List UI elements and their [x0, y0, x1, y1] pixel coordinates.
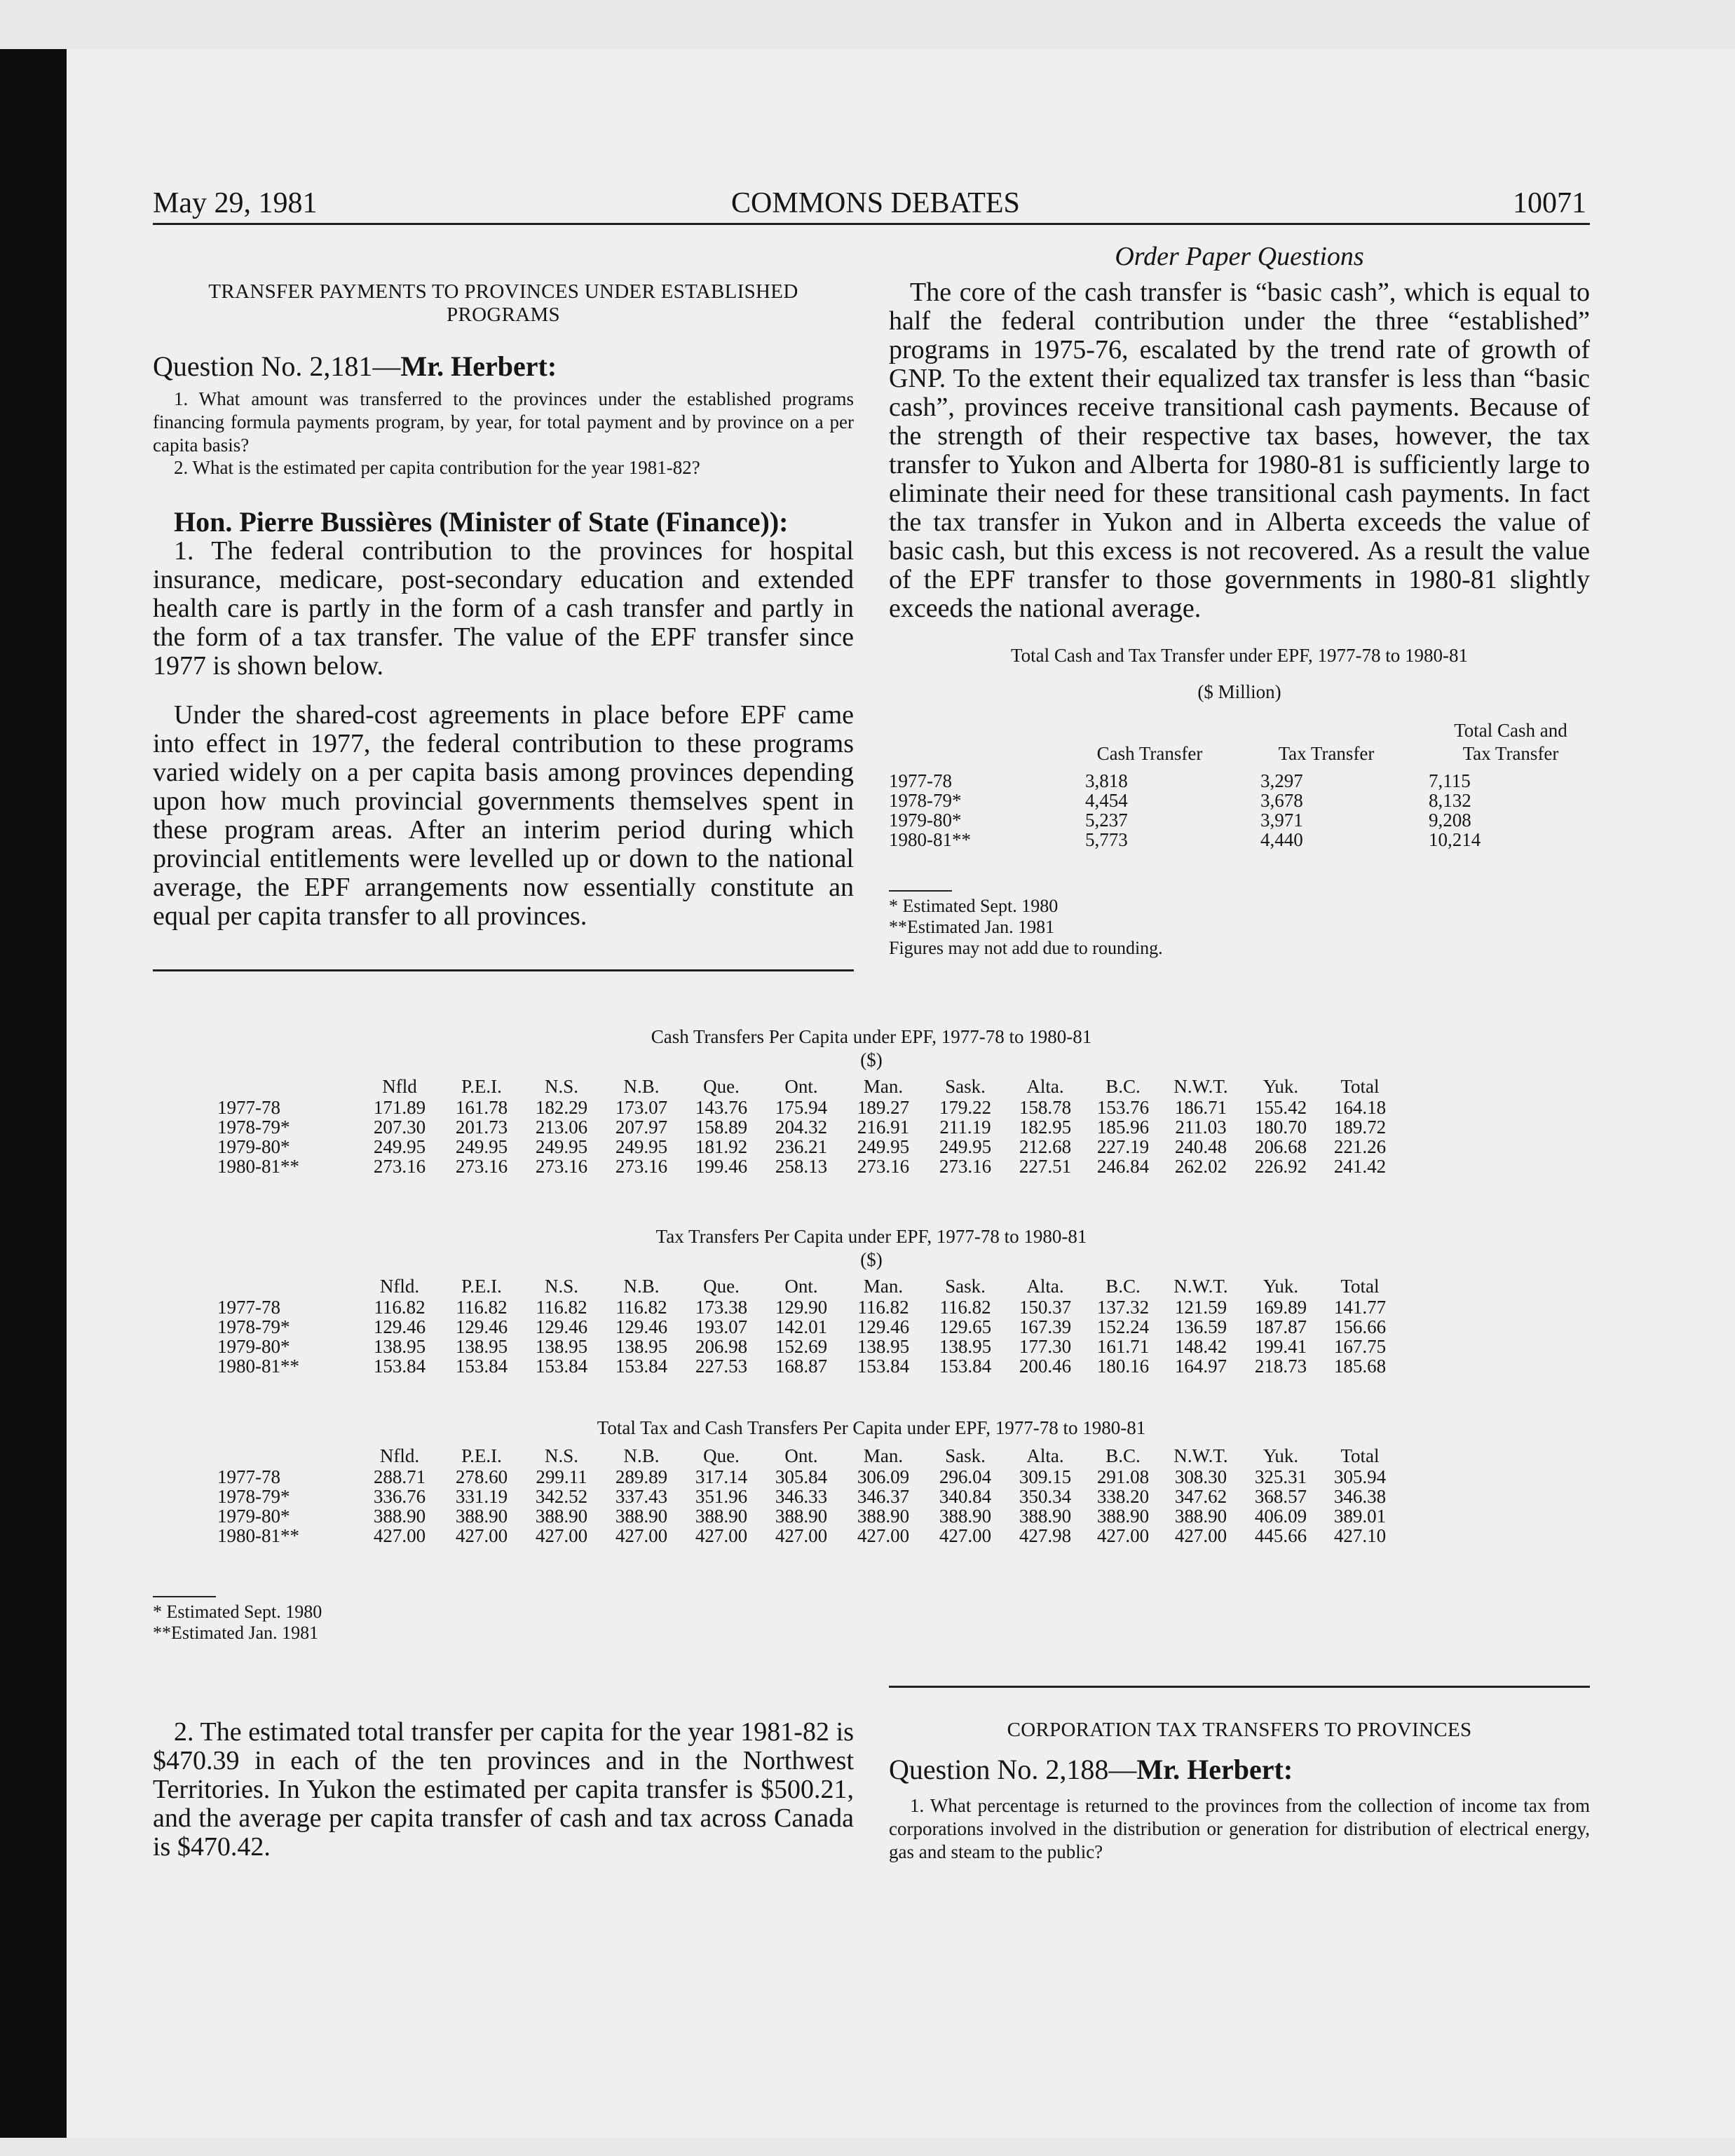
table-cell: 129.90	[775, 1297, 828, 1318]
table-cell: 236.21	[775, 1136, 828, 1157]
table2-unit: ($)	[860, 1049, 883, 1070]
table-cell: 427.00	[775, 1525, 828, 1546]
column-header: Yuk.	[1263, 1445, 1299, 1466]
table-cell: 388.90	[939, 1506, 992, 1527]
column-header: N.W.T.	[1173, 1276, 1228, 1297]
table-cell: 427.00	[695, 1525, 748, 1546]
table-cell: 305.84	[775, 1466, 828, 1487]
row-year: 1979-80*	[217, 1336, 290, 1357]
table-cell: 427.98	[1019, 1525, 1072, 1546]
table-cell: 158.78	[1019, 1097, 1072, 1118]
table-cell: 116.82	[536, 1297, 587, 1318]
column-header: N.S.	[544, 1276, 578, 1297]
table-cell: 351.96	[695, 1486, 748, 1507]
column-header: B.C.	[1105, 1076, 1141, 1097]
column-header: Total	[1340, 1276, 1380, 1297]
row-year: 1978-79*	[217, 1486, 290, 1507]
table1	[889, 771, 1590, 850]
table1-col-tax: Tax Transfer	[1278, 743, 1375, 764]
table-cell: 143.76	[695, 1097, 748, 1118]
column-header: Alta.	[1026, 1276, 1064, 1297]
table-row	[153, 1356, 1399, 1376]
column-header: N.B.	[623, 1445, 660, 1466]
table-cell: 167.39	[1019, 1316, 1072, 1337]
table-cell: 317.14	[695, 1466, 748, 1487]
column-header: Alta.	[1026, 1076, 1064, 1097]
row-year: 1980-81**	[889, 829, 971, 850]
table-cell: 148.42	[1174, 1336, 1227, 1357]
table-cell: 388.90	[535, 1506, 588, 1527]
table-cell: 152.24	[1096, 1316, 1150, 1337]
header-date: May 29, 1981	[153, 187, 318, 219]
table-cell: 218.73	[1254, 1356, 1307, 1377]
table-cell: 342.52	[535, 1486, 588, 1507]
table-cell: 142.01	[775, 1316, 828, 1337]
table-cell: 427.00	[373, 1525, 426, 1546]
table-cell: 138.95	[455, 1336, 508, 1357]
table-cell: 168.87	[775, 1356, 828, 1377]
question-number: Question No. 2,188—	[889, 1754, 1137, 1785]
table-row	[153, 1506, 1399, 1526]
table-cell: 158.89	[695, 1117, 748, 1138]
header-blank	[153, 1445, 358, 1467]
section2-question	[889, 1754, 1590, 1786]
cell-tax: 3,971	[1260, 810, 1303, 831]
table-cell: 445.66	[1254, 1525, 1307, 1546]
column-header: Total	[1340, 1445, 1380, 1466]
table-cell: 427.00	[1096, 1525, 1150, 1546]
column-header: Man.	[863, 1445, 904, 1466]
table-header-row	[153, 1445, 1399, 1467]
table-cell: 388.90	[1019, 1506, 1072, 1527]
table-row	[889, 791, 1590, 810]
table-cell: 212.68	[1019, 1136, 1072, 1157]
table-cell: 213.06	[535, 1117, 588, 1138]
column-header: Yuk.	[1263, 1076, 1299, 1097]
table-cell: 153.76	[1096, 1097, 1150, 1118]
column-header: N.B.	[623, 1276, 660, 1297]
table-cell: 325.31	[1254, 1466, 1307, 1487]
table-cell: 200.46	[1019, 1356, 1072, 1377]
table-cell: 173.38	[695, 1297, 748, 1318]
table3	[153, 1276, 1399, 1376]
table-cell: 199.41	[1254, 1336, 1307, 1357]
column-header: Man.	[863, 1076, 904, 1097]
table-cell: 427.00	[615, 1525, 668, 1546]
row-year: 1977-78	[217, 1466, 280, 1487]
speaker: Hon. Pierre Bussières (Minister of State (Finance)):	[174, 506, 789, 538]
table-cell: 150.37	[1019, 1297, 1072, 1318]
column-header: Nfld.	[379, 1445, 420, 1466]
table-cell: 136.59	[1174, 1316, 1227, 1337]
table-cell: 262.02	[1174, 1156, 1227, 1177]
table-cell: 189.27	[857, 1097, 910, 1118]
table-cell: 273.16	[373, 1156, 426, 1177]
table-cell: 337.43	[615, 1486, 668, 1507]
table-cell: 129.46	[615, 1316, 668, 1337]
table-cell: 129.46	[857, 1316, 910, 1337]
table-cell: 153.84	[373, 1356, 426, 1377]
table-row	[153, 1487, 1399, 1506]
table-cell: 116.82	[456, 1297, 508, 1318]
row-year: 1977-78	[889, 770, 952, 791]
question-member: Mr. Herbert:	[1136, 1754, 1293, 1785]
table-cell: 240.48	[1174, 1136, 1227, 1157]
table-cell: 427.00	[857, 1525, 910, 1546]
table-cell: 186.71	[1174, 1097, 1227, 1118]
column-header: P.E.I.	[461, 1076, 502, 1097]
table-row	[153, 1297, 1399, 1317]
column-header: Ont.	[784, 1445, 818, 1466]
table-cell: 179.22	[939, 1097, 992, 1118]
row-year: 1980-81**	[217, 1156, 299, 1177]
table-cell: 388.90	[1096, 1506, 1150, 1527]
table-cell: 167.75	[1333, 1336, 1387, 1357]
table-cell: 185.96	[1096, 1117, 1150, 1138]
answer-paragraph-3: 2. The estimated total transfer per capita for the year 1981-82 is $470.39 in each of the ten provinces and in the Northwest Territories. In Yukon the estimated per capita transfer is $500.21, and the average per capita transfer of cash and tax across Canada is $470.42.	[153, 1717, 854, 1862]
table-cell: 346.37	[857, 1486, 910, 1507]
table-row	[153, 1337, 1399, 1356]
column-header: Que.	[703, 1276, 740, 1297]
column-header: B.C.	[1105, 1276, 1141, 1297]
table-cell: 206.68	[1254, 1136, 1307, 1157]
header-blank	[153, 1076, 358, 1098]
table-cell: 273.16	[455, 1156, 508, 1177]
table-cell: 427.00	[455, 1525, 508, 1546]
table-row	[889, 771, 1590, 791]
header-blank	[153, 1276, 358, 1297]
row-year: 1979-80*	[889, 810, 962, 831]
table-cell: 129.46	[535, 1316, 588, 1337]
table-cell: 289.89	[615, 1466, 668, 1487]
table-cell: 299.11	[536, 1466, 587, 1487]
table-cell: 226.92	[1254, 1156, 1307, 1177]
table-cell: 189.72	[1333, 1117, 1387, 1138]
table-cell: 309.15	[1019, 1466, 1072, 1487]
table-cell: 221.26	[1333, 1136, 1387, 1157]
table4	[153, 1445, 1399, 1546]
section1-title: TRANSFER PAYMENTS TO PROVINCES UNDER ESTABLISHED PROGRAMS	[208, 280, 798, 326]
table-cell: 193.07	[695, 1316, 748, 1337]
table-cell: 153.84	[857, 1356, 910, 1377]
column-header: N.S.	[544, 1076, 578, 1097]
table-cell: 121.59	[1174, 1297, 1227, 1318]
table-cell: 406.09	[1254, 1506, 1307, 1527]
table-cell: 152.69	[775, 1336, 828, 1357]
row-year: 1980-81**	[217, 1356, 299, 1377]
table-cell: 187.87	[1254, 1316, 1307, 1337]
table-cell: 153.84	[535, 1356, 588, 1377]
section1-q1: 1. What amount was transferred to the provinces under the established programs financing formula payments program, by year, for total payment and by province on a per capita basis?	[153, 388, 854, 456]
table-cell: 346.38	[1333, 1486, 1387, 1507]
table-cell: 227.51	[1019, 1156, 1072, 1177]
table-cell: 171.89	[373, 1097, 426, 1118]
column-header: Nfld.	[379, 1276, 420, 1297]
table-cell: 185.68	[1333, 1356, 1387, 1377]
section2-q1: 1. What percentage is returned to the provinces from the collection of income tax from corporations involved in the distribution or generation for distribution of electrical energy, gas and steam to the public?	[889, 1795, 1590, 1862]
table-cell: 340.84	[939, 1486, 992, 1507]
table-cell: 389.01	[1333, 1506, 1387, 1527]
table-cell: 246.84	[1096, 1156, 1150, 1177]
table-cell: 156.66	[1333, 1316, 1387, 1337]
table4-note-1: * Estimated Sept. 1980	[153, 1602, 322, 1622]
column-header: Ont.	[784, 1076, 818, 1097]
table-cell: 153.84	[615, 1356, 668, 1377]
table-cell: 173.07	[615, 1097, 668, 1118]
table4-notes-rule	[153, 1596, 216, 1597]
table-cell: 129.46	[455, 1316, 508, 1337]
table-cell: 306.09	[857, 1466, 910, 1487]
table-cell: 427.10	[1333, 1525, 1387, 1546]
table-cell: 336.76	[373, 1486, 426, 1507]
table-cell: 161.78	[455, 1097, 508, 1118]
table3-title: Tax Transfers Per Capita under EPF, 1977-78 to 1980-81	[655, 1226, 1087, 1247]
table-cell: 199.46	[695, 1156, 748, 1177]
answer-paragraph-1: 1. The federal contribution to the provinces for hospital insurance, medicare, post-secondary education and extended health care is partly in the form of a cash transfer and partly in the form of a tax transfer. The value of the EPF transfer since 1977 is shown below.	[153, 536, 854, 681]
table-cell: 153.84	[455, 1356, 508, 1377]
column-header: Ont.	[784, 1276, 818, 1297]
table-cell: 249.95	[939, 1136, 992, 1157]
column-header: P.E.I.	[461, 1445, 502, 1466]
table-cell: 427.00	[535, 1525, 588, 1546]
cell-cash: 4,454	[1085, 790, 1128, 811]
table-cell: 155.42	[1254, 1097, 1307, 1118]
column-header: Nfld	[382, 1076, 417, 1097]
column-header: Alta.	[1026, 1445, 1064, 1466]
table1-note-1: * Estimated Sept. 1980	[889, 896, 1059, 916]
table-cell: 346.33	[775, 1486, 828, 1507]
table-cell: 331.19	[455, 1486, 508, 1507]
table-cell: 288.71	[373, 1466, 426, 1487]
column-header: N.W.T.	[1173, 1445, 1228, 1466]
table-cell: 249.95	[455, 1136, 508, 1157]
table-cell: 258.13	[775, 1156, 828, 1177]
header-page-number: 10071	[1513, 187, 1586, 219]
column-header: B.C.	[1105, 1445, 1141, 1466]
table-row	[153, 1526, 1399, 1546]
table-cell: 273.16	[939, 1156, 992, 1177]
table-header-row	[153, 1276, 1399, 1297]
table-cell: 427.00	[939, 1525, 992, 1546]
table-cell: 207.30	[373, 1117, 426, 1138]
table-cell: 347.62	[1174, 1486, 1227, 1507]
table-cell: 211.19	[939, 1117, 991, 1138]
table-cell: 216.91	[857, 1117, 910, 1138]
cell-total: 7,115	[1429, 770, 1471, 791]
table-cell: 116.82	[374, 1297, 426, 1318]
table-cell: 296.04	[939, 1466, 992, 1487]
table-cell: 338.20	[1096, 1486, 1150, 1507]
table-cell: 227.53	[695, 1356, 748, 1377]
table1-notes-rule	[889, 890, 952, 892]
table1-unit: ($ Million)	[1197, 681, 1281, 702]
table-cell: 138.95	[615, 1336, 668, 1357]
cell-cash: 5,773	[1085, 829, 1128, 850]
table-cell: 182.95	[1019, 1117, 1072, 1138]
table-cell: 350.34	[1019, 1486, 1072, 1507]
order-paper-heading: Order Paper Questions	[1115, 242, 1364, 271]
table-cell: 116.82	[615, 1297, 667, 1318]
table-cell: 138.95	[857, 1336, 910, 1357]
answer-paragraph-2: Under the shared-cost agreements in place before EPF came into effect in 1977, the federal contribution to these programs varied widely on a per capita basis among provinces depending upon how much provincial governments themselves spent in these program areas. After an interim period during which provincial entitlements were levelled up or down to the national average, the EPF arrangements now essentially constitute an equal per capita transfer to all provinces.	[153, 700, 854, 931]
table-cell: 273.16	[857, 1156, 910, 1177]
row-year: 1979-80*	[217, 1506, 290, 1527]
table2-title: Cash Transfers Per Capita under EPF, 1977-78 to 1980-81	[651, 1026, 1092, 1047]
table2	[153, 1076, 1399, 1176]
table-cell: 164.97	[1174, 1356, 1227, 1377]
column-header: N.B.	[623, 1076, 660, 1097]
table-cell: 181.92	[695, 1136, 748, 1157]
table-row	[889, 830, 1590, 850]
table-cell: 388.90	[615, 1506, 668, 1527]
section1-question	[153, 350, 854, 383]
table-cell: 388.90	[775, 1506, 828, 1527]
table-cell: 116.82	[857, 1297, 909, 1318]
table-cell: 129.46	[373, 1316, 426, 1337]
row-year: 1978-79*	[889, 790, 962, 811]
table1-col-total-2: Tax Transfer	[1462, 743, 1559, 764]
table-cell: 227.19	[1096, 1136, 1150, 1157]
cell-total: 8,132	[1429, 790, 1471, 811]
column-header: Que.	[703, 1445, 740, 1466]
table-cell: 388.90	[1174, 1506, 1227, 1527]
table-cell: 388.90	[857, 1506, 910, 1527]
column-header: P.E.I.	[461, 1276, 502, 1297]
right-column-rule	[889, 1686, 1590, 1688]
column-header: Que.	[703, 1076, 740, 1097]
table-row	[153, 1117, 1399, 1137]
section1-q2: 2. What is the estimated per capita contribution for the year 1981-82?	[174, 457, 700, 478]
table-row	[889, 810, 1590, 830]
table-cell: 249.95	[857, 1136, 910, 1157]
table-cell: 273.16	[615, 1156, 668, 1177]
column-header: Sask.	[945, 1276, 986, 1297]
table-cell: 278.60	[455, 1466, 508, 1487]
table-cell: 206.98	[695, 1336, 748, 1357]
cell-tax: 4,440	[1260, 829, 1303, 850]
scan-edge	[0, 49, 67, 2138]
table1-note-2: **Estimated Jan. 1981	[889, 917, 1055, 937]
table-cell: 138.95	[535, 1336, 588, 1357]
table-cell: 388.90	[695, 1506, 748, 1527]
row-year: 1979-80*	[217, 1136, 290, 1157]
table-cell: 161.71	[1096, 1336, 1150, 1357]
answer-paragraph-right: The core of the cash transfer is “basic cash”, which is equal to half the federal contribution under the three “established” programs in 1975-76, escalated by the trend rate of growth of GNP. To the extent their equalized tax transfer is less than “basic cash”, provinces receive transitional cash payments. Because of the strength of their respective tax bases, however, the tax transfer to Yukon and Alberta for 1980-81 is sufficiently large to eliminate their need for these transitional cash payments. In fact the tax transfer in Yukon and in Alberta exceeds the value of basic cash, but this excess is not recovered. As a result the value of the EPF transfer to those governments in 1980-81 slightly exceeds the national average.	[889, 278, 1590, 623]
table-cell: 175.94	[775, 1097, 828, 1118]
table-cell: 138.95	[373, 1336, 426, 1357]
table-cell: 129.65	[939, 1316, 992, 1337]
question-number: Question No. 2,181—	[153, 350, 401, 382]
table-cell: 249.95	[535, 1136, 588, 1157]
column-header: Total	[1340, 1076, 1380, 1097]
cell-total: 9,208	[1429, 810, 1471, 831]
table1-title: Total Cash and Tax Transfer under EPF, 1977-78 to 1980-81	[1010, 645, 1468, 666]
table1-note-3: Figures may not add due to rounding.	[889, 938, 1163, 958]
column-header: N.W.T.	[1173, 1076, 1228, 1097]
table-cell: 153.84	[939, 1356, 992, 1377]
table4-note-2: **Estimated Jan. 1981	[153, 1623, 319, 1643]
table-cell: 164.18	[1333, 1097, 1387, 1118]
table-cell: 308.30	[1174, 1466, 1227, 1487]
header-rule	[153, 223, 1590, 225]
table1-col-cash: Cash Transfer	[1096, 743, 1203, 764]
cell-tax: 3,678	[1260, 790, 1303, 811]
table-row	[153, 1098, 1399, 1117]
table-cell: 141.77	[1333, 1297, 1387, 1318]
table4-title: Total Tax and Cash Transfers Per Capita under EPF, 1977-78 to 1980-81	[597, 1417, 1146, 1438]
cell-cash: 3,818	[1085, 770, 1128, 791]
cell-tax: 3,297	[1260, 770, 1303, 791]
table-row	[153, 1157, 1399, 1176]
table-cell: 427.00	[1174, 1525, 1227, 1546]
table-cell: 291.08	[1096, 1466, 1150, 1487]
row-year: 1978-79*	[217, 1316, 290, 1337]
table3-unit: ($)	[860, 1249, 883, 1270]
table-cell: 116.82	[939, 1297, 991, 1318]
table-cell: 388.90	[455, 1506, 508, 1527]
left-column-rule	[153, 969, 854, 971]
table-cell: 305.94	[1333, 1466, 1387, 1487]
question-member: Mr. Herbert:	[400, 350, 557, 382]
table-cell: 169.89	[1254, 1297, 1307, 1318]
table-cell: 211.03	[1175, 1117, 1227, 1138]
table-cell: 204.32	[775, 1117, 828, 1138]
table-row	[153, 1137, 1399, 1157]
cell-cash: 5,237	[1085, 810, 1128, 831]
table-row	[153, 1317, 1399, 1337]
row-year: 1978-79*	[217, 1117, 290, 1138]
table-cell: 201.73	[455, 1117, 508, 1138]
row-year: 1977-78	[217, 1297, 280, 1318]
row-year: 1980-81**	[217, 1525, 299, 1546]
table-cell: 180.16	[1096, 1356, 1150, 1377]
column-header: Sask.	[945, 1076, 986, 1097]
table-cell: 182.29	[535, 1097, 588, 1118]
cell-total: 10,214	[1429, 829, 1481, 850]
header-title: COMMONS DEBATES	[731, 187, 1020, 219]
column-header: Man.	[863, 1276, 904, 1297]
table-row	[153, 1467, 1399, 1487]
table-cell: 241.42	[1333, 1156, 1387, 1177]
section2-title: CORPORATION TAX TRANSFERS TO PROVINCES	[1007, 1719, 1472, 1741]
table-cell: 137.32	[1096, 1297, 1150, 1318]
table-cell: 388.90	[373, 1506, 426, 1527]
table-header-row	[153, 1076, 1399, 1098]
table-cell: 249.95	[615, 1136, 668, 1157]
table-cell: 138.95	[939, 1336, 992, 1357]
table-cell: 180.70	[1254, 1117, 1307, 1138]
row-year: 1977-78	[217, 1097, 280, 1118]
column-header: N.S.	[544, 1445, 578, 1466]
table-cell: 273.16	[535, 1156, 588, 1177]
table-cell: 249.95	[373, 1136, 426, 1157]
column-header: Yuk.	[1263, 1276, 1299, 1297]
column-header: Sask.	[945, 1445, 986, 1466]
table1-col-total-1: Total Cash and	[1454, 720, 1567, 741]
table-cell: 368.57	[1254, 1486, 1307, 1507]
table-cell: 207.97	[615, 1117, 668, 1138]
table-cell: 177.30	[1019, 1336, 1072, 1357]
